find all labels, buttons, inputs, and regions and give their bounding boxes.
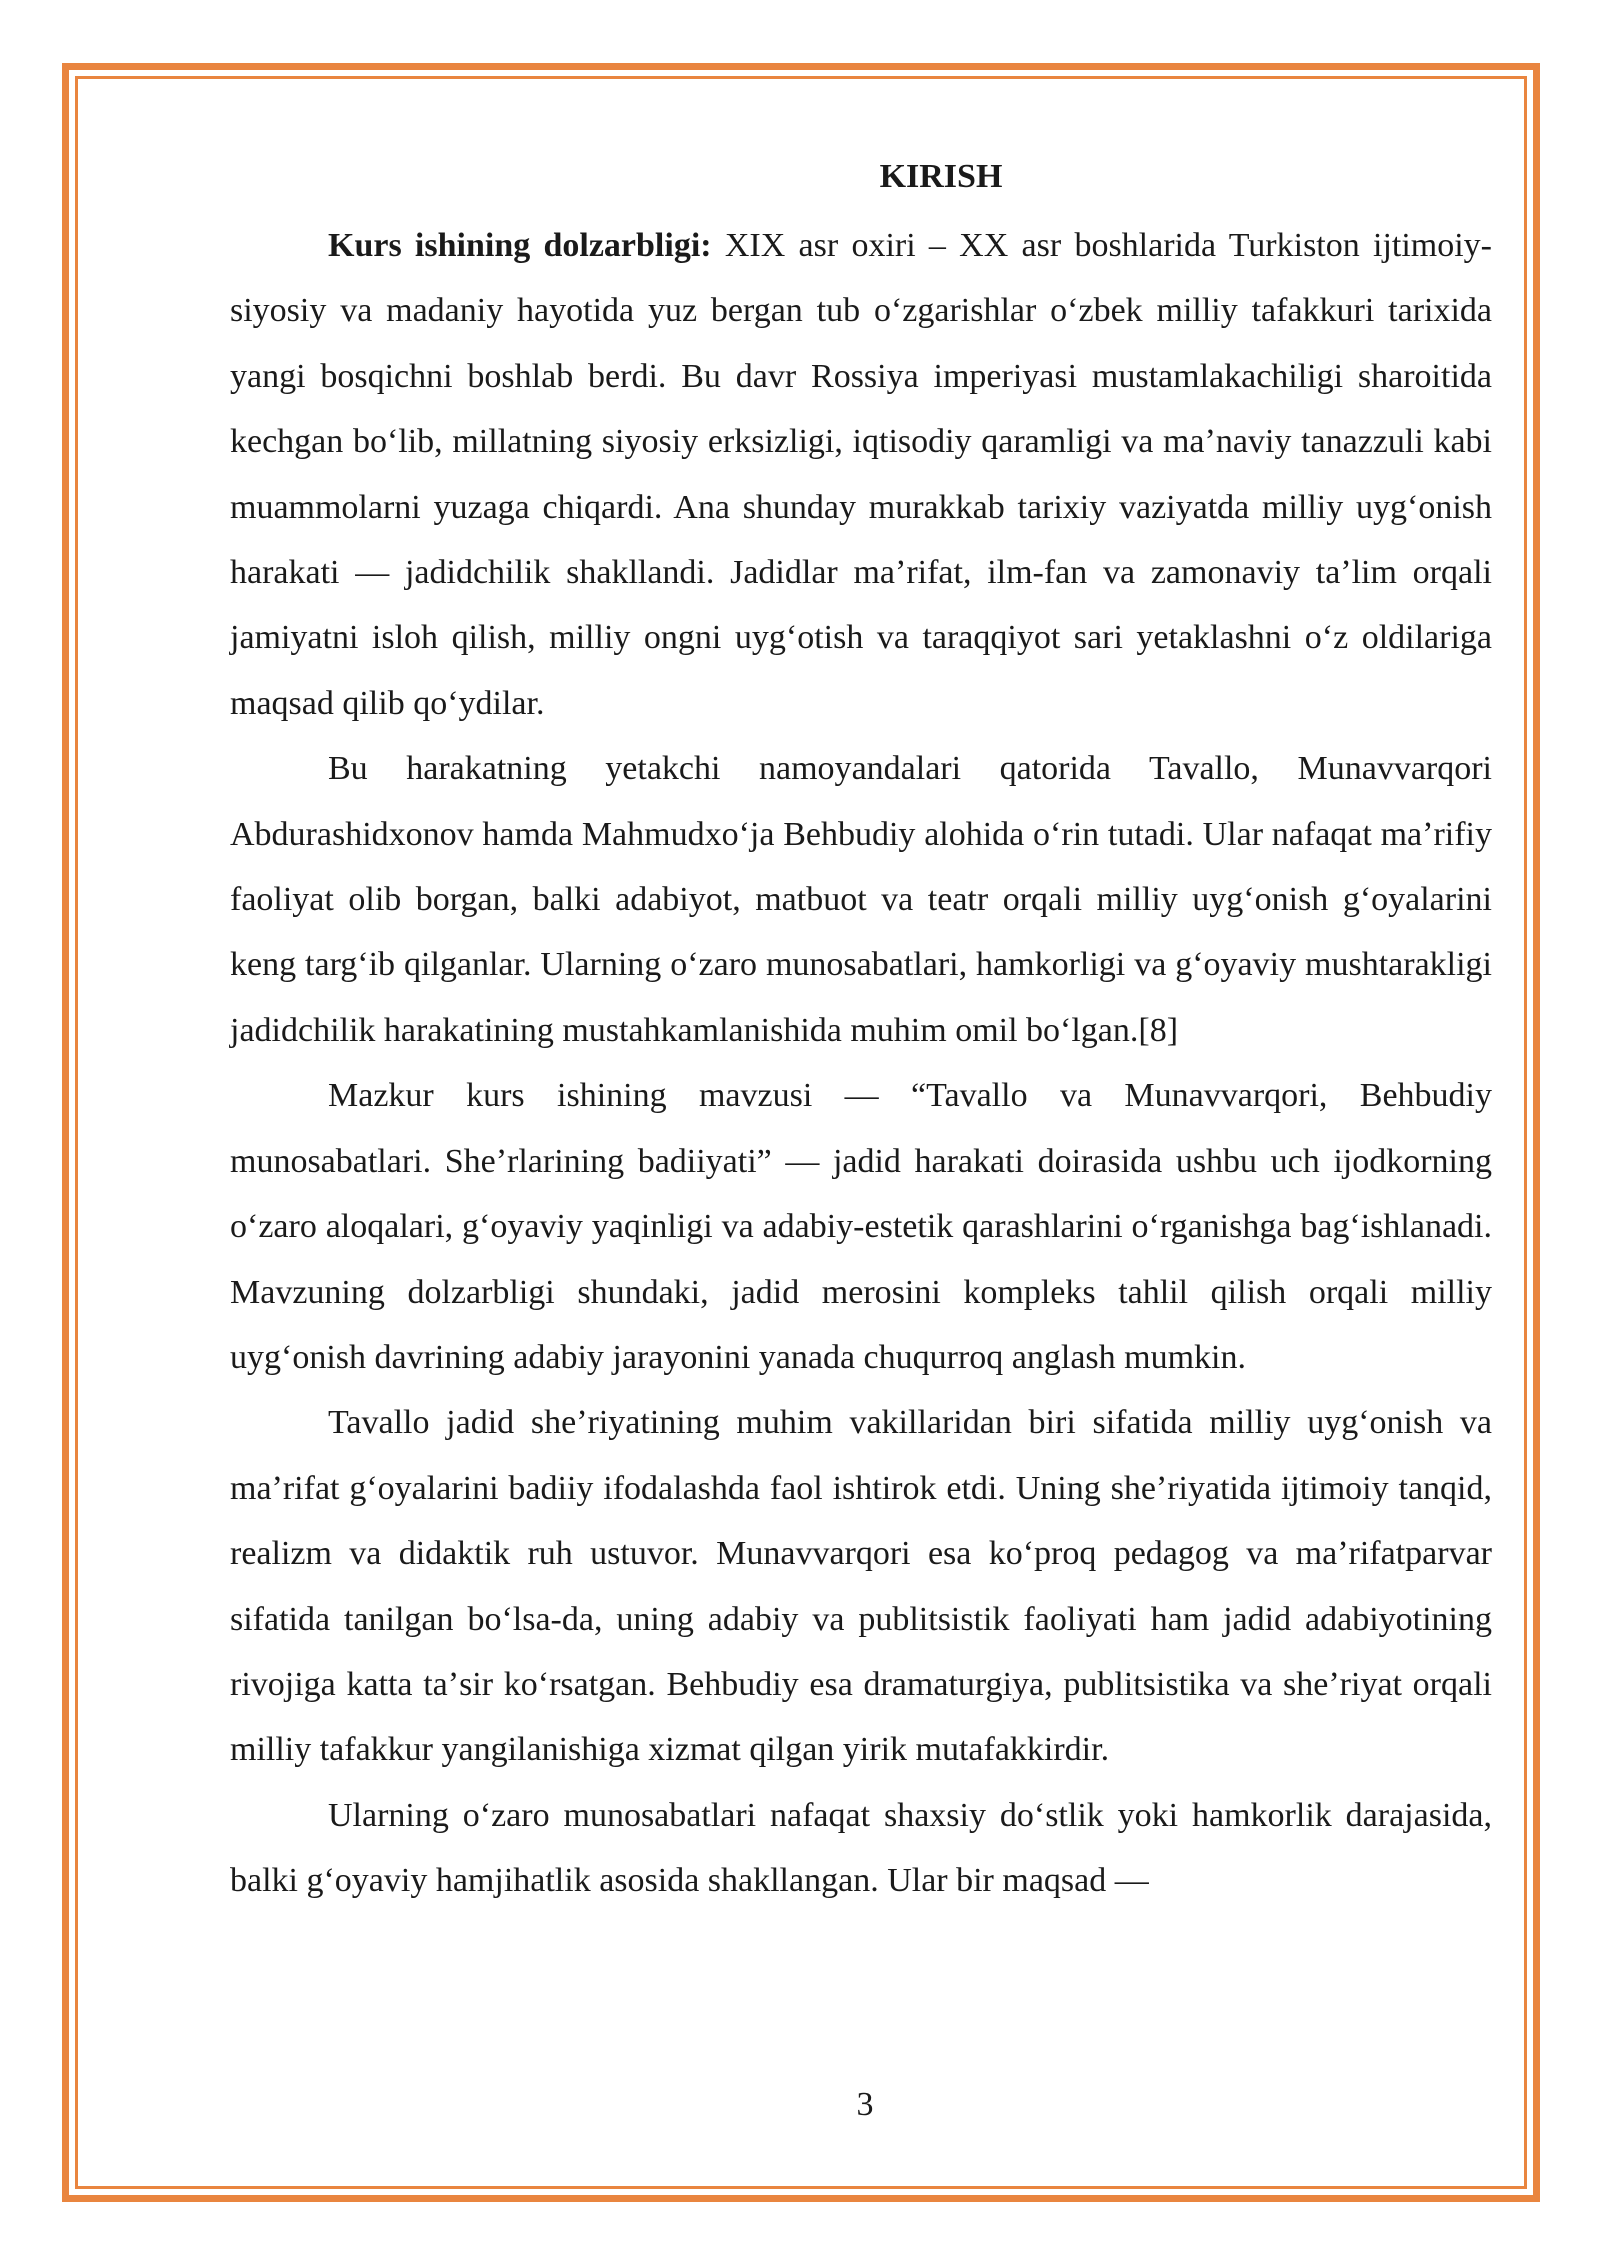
section-heading: KIRISH xyxy=(879,158,1003,195)
paragraph-3 xyxy=(230,1063,1492,1390)
paragraph-text: Ularning oʻzaro munosabatlari nafaqat shaxsiy doʻstlik yoki hamkorlik darajasida, balki gʻoyaviy hamjihatlik asosida shakllangan. Ular bir maqsad — xyxy=(230,1796,1492,1900)
paragraph-4 xyxy=(230,1390,1492,1782)
paragraph-2 xyxy=(230,736,1492,1063)
page-number: 3 xyxy=(856,2086,874,2123)
paragraph-1 xyxy=(230,213,1492,736)
paragraph-text: XIX asr oxiri – XX asr boshlarida Turkiston ijtimoiy-siyosiy va madaniy hayotida yuz bergan tub oʻzgarishlar oʻzbek milliy tafakkuri tarixida yangi bosqichni boshlab berdi. Bu davr Rossiya imperiyasi mustamlakachiligi sharoitida kechgan boʻlib, millatning siyosiy erksizligi, iqtisodiy qaramligi va maʼnaviy tanazzuli kabi muammolarni yuzaga chiqardi. Ana shunday murakkab tarixiy vaziyatda milliy uygʻonish harakati — jadidchilik shakllandi. Jadidlar maʼrifat, ilm-fan va zamonaviy taʼlim orqali jamiyatni isloh qilish, milliy ongni uygʻotish va taraqqiyot sari yetaklashni oʻz oldilariga maqsad qilib qoʻydilar. xyxy=(230,227,1492,722)
paragraph-lead: Kurs ishining dolzarbligi: xyxy=(328,227,712,264)
paragraph-5 xyxy=(230,1783,1492,1914)
paragraph-text: Tavallo jadid sheʼriyatining muhim vakillaridan biri sifatida milliy uygʻonish va maʼrifat gʻoyalarini badiiy ifodalashda faol ishtirok etdi. Uning sheʼriyatida ijtimoiy tanqid, realizm va didaktik ruh ustuvor. Munavvarqori esa koʻproq pedagog va maʼrifatparvar sifatida tanilgan boʻlsa-da, uning adabiy va publitsistik faoliyati ham jadid adabiyotining rivojiga katta taʼsir koʻrsatgan. Behbudiy esa dramaturgiya, publitsistika va sheʼriyat orqali milliy tafakkur yangilanishiga xizmat qilgan yirik mutafakkirdir. xyxy=(230,1404,1492,1769)
paragraph-text: Mazkur kurs ishining mavzusi — “Tavallo va Munavvarqori, Behbudiy munosabatlari. Sheʼrlarining badiiyati” — jadid harakati doirasida ushbu uch ijodkorning oʻzaro aloqalari, gʻoyaviy yaqinligi va adabiy-estetik qarashlarini oʻrganishga bagʻishlanadi. Mavzuning dolzarbligi shundaki, jadid merosini kompleks tahlil qilish orqali milliy uygʻonish davrining adabiy jarayonini yanada chuqurroq anglash mumkin. xyxy=(230,1077,1492,1376)
paragraph-text: Bu harakatning yetakchi namoyandalari qatorida Tavallo, Munavvarqori Abdurashidxonov hamda Mahmudxoʻja Behbudiy alohida oʻrin tutadi. Ular nafaqat maʼrifiy faoliyat olib borgan, balki adabiyot, matbuot va teatr orqali milliy uygʻonish gʻoyalarini keng targʻib qilganlar. Ularning oʻzaro munosabatlari, hamkorligi va gʻoyaviy mushtarakligi jadidchilik harakatining mustahkamlanishida muhim omil boʻlgan.[8] xyxy=(230,750,1492,1049)
document-body xyxy=(230,148,1492,1914)
